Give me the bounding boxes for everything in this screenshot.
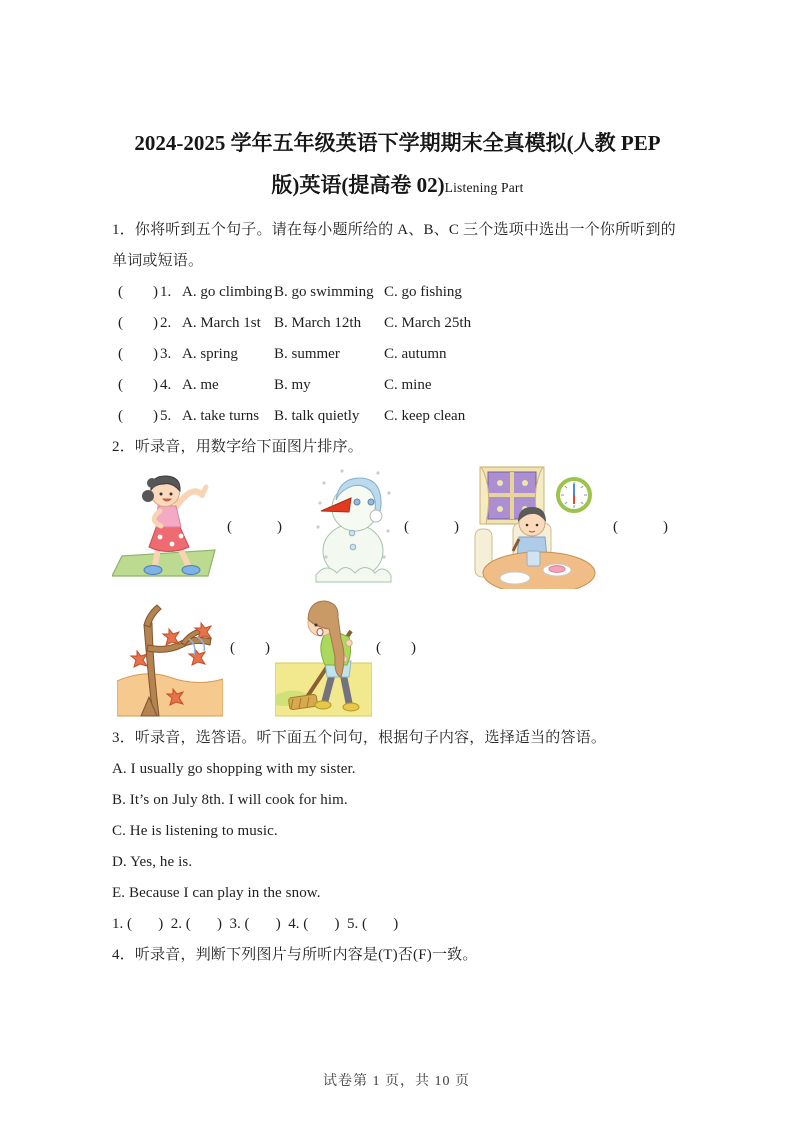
q1-item-5	[112, 401, 683, 432]
q2-image-row-2	[112, 597, 683, 717]
option-b: B. summer	[274, 346, 340, 362]
option-c: C. go fishing	[384, 284, 462, 300]
answer-bracket: ( )	[118, 346, 158, 362]
boy-eating-breakfast-illustration	[467, 465, 597, 589]
sequence-bracket: ( )	[613, 518, 668, 535]
sequence-bracket: ( )	[376, 639, 416, 656]
exam-title	[112, 122, 683, 209]
item-number: 5.	[160, 408, 172, 424]
option-c: C. mine	[384, 377, 432, 393]
q2-image-row-1	[112, 465, 683, 589]
option-a: A. go climbing	[182, 284, 273, 300]
option-a: A. take turns	[182, 408, 260, 424]
page-footer: 试卷第 1 页，共 10 页	[323, 1074, 470, 1089]
girl-exercising-illustration	[112, 465, 217, 578]
question-1-heading: 1．你将听到五个句子。请在每小题所给的 A、B、C 三个选项中选出一个你所听到的单词或短语。	[112, 222, 676, 269]
answer-bracket: ( )	[118, 408, 158, 424]
item-number: 1.	[160, 284, 172, 300]
snowman-illustration	[312, 465, 394, 585]
question-2-heading: 2．听录音，用数字给下面图片排序。	[112, 439, 363, 455]
question-3-heading: 3．听录音，选答语。听下面五个问句，根据句子内容，选择适当的答语。	[112, 730, 607, 746]
item-number: 4.	[160, 377, 172, 393]
q3-option-e: E. Because I can play in the snow.	[112, 885, 321, 901]
option-b: B. talk quietly	[274, 408, 360, 424]
option-a: A. spring	[182, 346, 238, 362]
exam-title-line1: 2024-2025 学年五年级英语下学期期末全真模拟(人教 PEP	[134, 131, 661, 155]
item-number: 3.	[160, 346, 172, 362]
option-c: C. March 25th	[384, 315, 472, 331]
option-b: B. March 12th	[274, 315, 362, 331]
sequence-bracket: ( )	[404, 518, 459, 535]
q1-item-3	[112, 339, 683, 370]
listening-part-label: Listening Part	[444, 180, 524, 195]
q1-item-1	[112, 277, 683, 308]
option-a: A. March 1st	[182, 315, 261, 331]
item-number: 2.	[160, 315, 172, 331]
option-b: B. my	[274, 377, 311, 393]
q1-item-4	[112, 370, 683, 401]
q3-option-c: C. He is listening to music.	[112, 823, 278, 839]
q3-option-b: B. It’s on July 8th. I will cook for him.	[112, 792, 348, 808]
exam-title-line2: 版)英语(提高卷 02)	[271, 173, 445, 197]
option-c: C. autumn	[384, 346, 447, 362]
girl-sweeping-illustration	[275, 597, 372, 717]
option-c: C. keep clean	[384, 408, 466, 424]
sequence-bracket: ( )	[227, 518, 282, 535]
option-b: B. go swimming	[274, 284, 374, 300]
question-4-heading: 4．听录音，判断下列图片与所听内容是(T)否(F)一致。	[112, 947, 478, 963]
exam-title-line2-wrap	[112, 164, 683, 209]
sequence-bracket: ( )	[230, 639, 270, 656]
autumn-tree-illustration	[117, 597, 223, 717]
answer-bracket: ( )	[118, 377, 158, 393]
answer-bracket: ( )	[118, 315, 158, 331]
q1-item-2	[112, 308, 683, 339]
answer-bracket: ( )	[118, 284, 158, 300]
option-a: A. me	[182, 377, 219, 393]
q3-option-d: D. Yes, he is.	[112, 854, 193, 870]
q3-option-a: A. I usually go shopping with my sister.	[112, 761, 356, 777]
q3-answer-line: 1. ( ) 2. ( ) 3. ( ) 4. ( ) 5. ( )	[112, 916, 399, 932]
